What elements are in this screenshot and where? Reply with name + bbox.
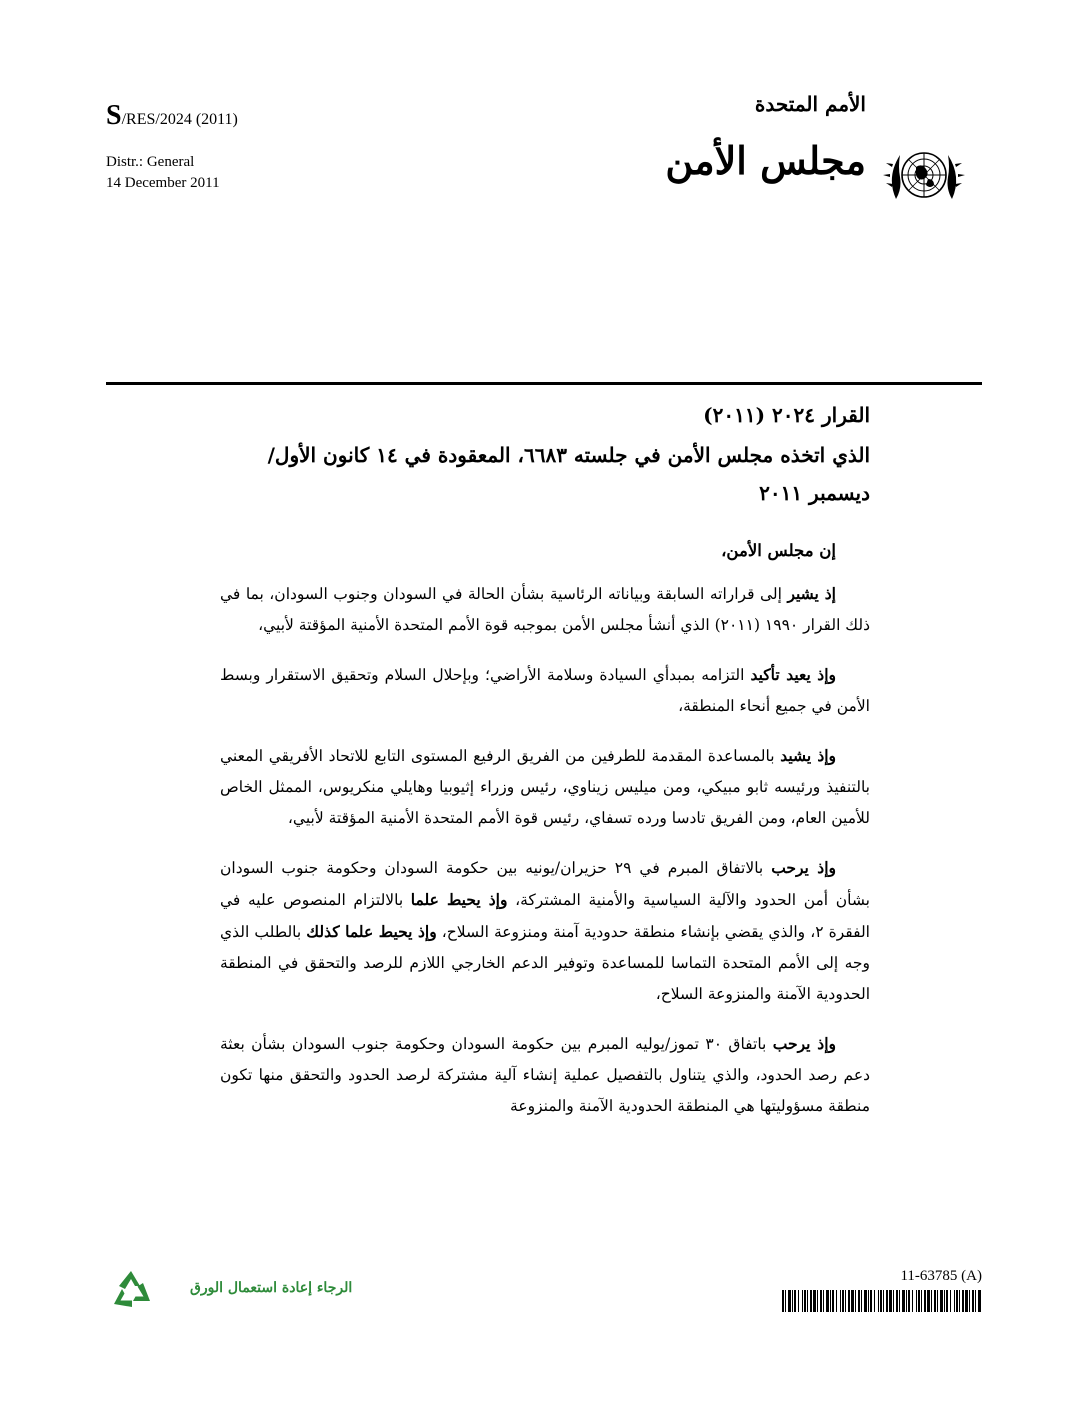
barcode-bar (842, 1290, 844, 1312)
document-date: 14 December 2011 (106, 175, 220, 191)
resolution-title: القرار ٢٠٢٤ (٢٠١١) (703, 403, 870, 427)
barcode-bar (864, 1290, 867, 1312)
barcode-bar (840, 1290, 841, 1312)
barcode-bar (861, 1290, 862, 1312)
recycle-notice: الرجاء إعادة استعمال الورق (190, 1280, 353, 1296)
barcode-bar (785, 1290, 786, 1312)
barcode-bar (798, 1290, 799, 1312)
resolution-subtitle: الذي اتخذه مجلس الأمن في جلسته ٦٦٨٣، المعقودة في ١٤ كانون الأول/ ديسمبر ٢٠١١ (267, 443, 870, 505)
barcode-bar (804, 1290, 806, 1312)
paragraph-lead: وإذ يعيد تأكيد (750, 665, 836, 684)
organ-name: مجلس الأمن (665, 138, 866, 183)
preamble-paragraph (220, 1028, 870, 1122)
barcode-bar (810, 1290, 812, 1312)
barcode-bar (874, 1290, 875, 1312)
barcode-bar (836, 1290, 837, 1312)
paragraph-lead: وإذ يرحب (771, 858, 836, 877)
barcode-bar (978, 1290, 981, 1312)
barcode-bar (912, 1290, 913, 1312)
distribution: Distr.: General (106, 154, 195, 170)
barcode-bar (972, 1290, 974, 1312)
barcode-bar (817, 1290, 818, 1312)
barcode-bar (813, 1290, 816, 1312)
barcode-bar (896, 1290, 898, 1312)
barcode-bar (918, 1290, 920, 1312)
barcode-bar (916, 1290, 917, 1312)
organization-name: الأمم المتحدة (754, 92, 866, 116)
barcode-bar (944, 1290, 945, 1312)
barcode-bar (826, 1290, 829, 1312)
barcode-bar (908, 1290, 910, 1312)
barcode-bar (792, 1290, 793, 1312)
barcode-bar (940, 1290, 943, 1312)
document-symbol (106, 100, 238, 132)
paragraph-text: بالطلب الذي وجه إلى الأمم المتحدة التماسا للمساعدة وتوفير الدعم الخارجي اللازم للرصد والتحقق في المنطقة الحدودية الآمنة والمنزوعة السلاح، (220, 923, 870, 1003)
barcode-bar (959, 1290, 960, 1312)
resolution-content (220, 400, 870, 1140)
barcode-bar (851, 1290, 854, 1312)
distribution-block (106, 152, 220, 194)
barcode-bar (934, 1290, 936, 1312)
document-number: 11-63785 (A) (900, 1268, 982, 1284)
barcode-bar (931, 1290, 932, 1312)
paragraph-lead: وإذ يحيط علما (410, 890, 508, 909)
opening-phrase: إن مجلس الأمن، (721, 541, 836, 560)
un-emblem-icon (880, 137, 968, 213)
barcode-bar (858, 1290, 860, 1312)
paragraph-lead: وإذ يشيد (780, 746, 837, 765)
barcode-bar (870, 1290, 872, 1312)
barcode-bar (893, 1290, 894, 1312)
barcode-bar (956, 1290, 958, 1312)
symbol-rest: /RES/2024 (2011) (121, 111, 238, 128)
preamble-paragraph (220, 852, 870, 1010)
barcode-bar (886, 1290, 888, 1312)
barcode-icon (782, 1290, 982, 1312)
barcode-bar (883, 1290, 884, 1312)
barcode-bar (946, 1290, 948, 1312)
paragraph-lead: وإذ يرحب (772, 1034, 836, 1053)
barcode-bar (807, 1290, 808, 1312)
barcode-bar (845, 1290, 846, 1312)
barcode-bar (921, 1290, 922, 1312)
barcode-bar (975, 1290, 976, 1312)
paragraph-text: باتفاق ٣٠ تموز/يوليه المبرم بين حكومة السودان وحكومة جنوب السودان بشأن بعثة دعم رصد الحدود، والذي يتناول بالتفصيل عملية إنشاء آلية مشتركة لرصد الحدود والتحقق منها تكون منطقة مسؤوليتها هي المنطقة الحدودية الآمنة والمنزوعة (220, 1035, 870, 1115)
paragraph-lead: وإذ يحيط علما كذلك (306, 922, 437, 941)
preamble-paragraph (220, 578, 870, 641)
barcode-bar (924, 1290, 926, 1312)
barcode-bar (855, 1290, 856, 1312)
paragraph-text: إلى قراراته السابقة وبياناته الرئاسية بشأن الحالة في السودان وجنوب السودان، بما في ذلك القرار ١٩٩٠ (٢٠١١) الذي أنشأ مجلس الأمن بموجبه قوة الأمم المتحدة الأمنية المؤقتة لأبيي، (220, 585, 870, 634)
paragraph-lead: إذ يشير (787, 584, 836, 603)
barcode-bar (788, 1290, 791, 1312)
barcode-bar (965, 1290, 968, 1312)
barcode-bar (823, 1290, 824, 1312)
barcode-bar (889, 1290, 892, 1312)
barcode-bar (880, 1290, 882, 1312)
barcode-bar (848, 1290, 850, 1312)
barcode-bar (802, 1290, 803, 1312)
paragraph-text: بالاتفاق المبرم في ٢٩ حزيران/يونيه بين حكومة السودان وحكومة جنوب السودان بشأن أمن الحدود والآلية السياسية والأمنية المشتركة، (220, 859, 870, 909)
preamble-paragraph (220, 659, 870, 722)
barcode-bar (899, 1290, 900, 1312)
barcode-bar (878, 1290, 879, 1312)
barcode-bar (937, 1290, 938, 1312)
barcode-bar (832, 1290, 834, 1312)
paragraph-text: بالالتزام المنصوص عليه في الفقرة ٢، والذي يقضي بإنشاء منطقة حدودية آمنة ومنزوعة السلاح، (220, 891, 870, 941)
barcode-bar (902, 1290, 905, 1312)
preamble-paragraph (220, 740, 870, 834)
barcode-bar (950, 1290, 951, 1312)
barcode-bar (830, 1290, 831, 1312)
barcode-bar (906, 1290, 907, 1312)
barcode-bar (868, 1290, 869, 1312)
paragraph-text: التزامه بمبدأي السيادة وسلامة الأراضي؛ وبإحلال السلام وتحقيق الاستقرار وبسط الأمن في جميع أنحاء المنطقة، (220, 666, 870, 715)
barcode-bar (927, 1290, 930, 1312)
barcode-bar (820, 1290, 822, 1312)
header-divider (106, 382, 982, 385)
paragraph-text: بالمساعدة المقدمة للطرفين من الفريق الرفيع المستوى التابع للاتحاد الأفريقي المعني بالتنفيذ ورئيسه ثابو مبيكي، ومن ميليس زيناوي، رئيس وزراء إثيوبيا وهايلي منكريوس، الممثل الخاص للأمين العام، ومن الفريق تادسا ورده تسفاي، رئيس قوة الأمم المتحدة الأمنية المؤقتة لأبيي، (220, 747, 870, 827)
recycle-icon (108, 1268, 154, 1314)
barcode-bar (794, 1290, 796, 1312)
barcode-bar (954, 1290, 955, 1312)
barcode-bar (782, 1290, 784, 1312)
barcode-bar (962, 1290, 964, 1312)
symbol-prefix: S (106, 100, 122, 131)
barcode-bar (969, 1290, 970, 1312)
